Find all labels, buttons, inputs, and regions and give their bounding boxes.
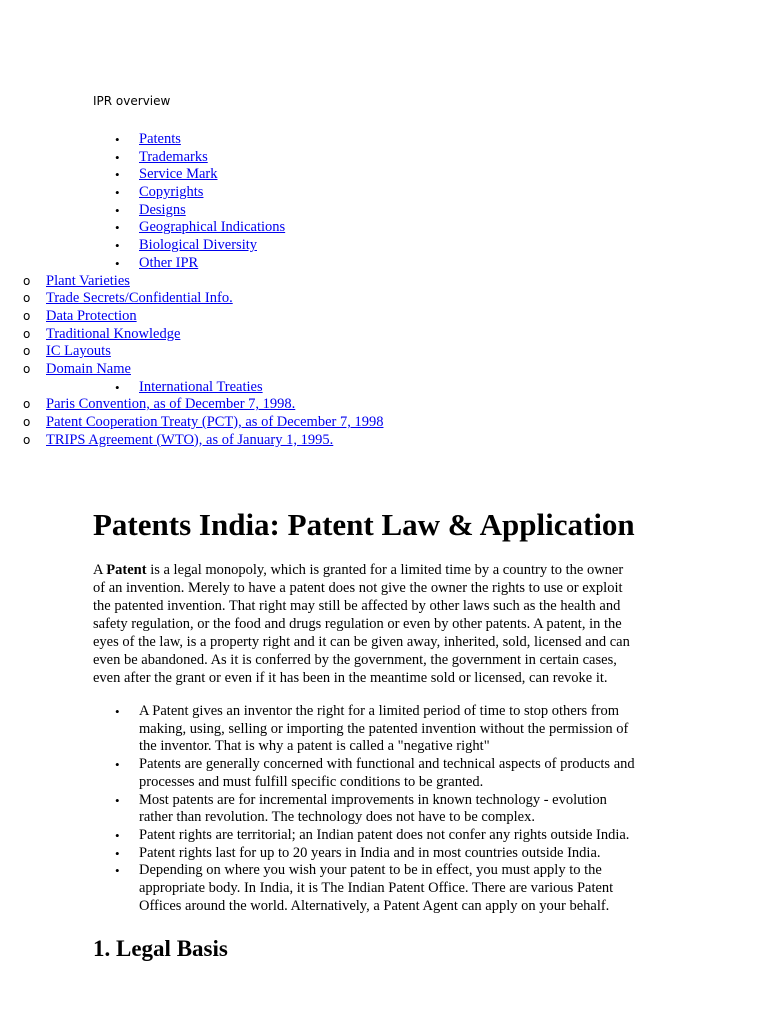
sub-link-paris-convention[interactable]: Paris Convention, as of December 7, 1998. (46, 396, 296, 413)
nav-link-geographical-indications[interactable]: Geographical Indications (139, 219, 286, 236)
intro-line: the patented invention. That right may still be affected by other laws such as the health and (93, 598, 621, 614)
sub-item-plant-varieties: o Plant Varieties (23, 272, 130, 289)
nav-item-trademarks: • Trademarks (115, 148, 208, 165)
fact-item: • Most patents are for incremental improvements in known technology - evolution rather than revolution. The technology does not have to be complex. (115, 791, 607, 826)
sub-item-trade-secrets: o Trade Secrets/Confidential Info. (23, 290, 233, 307)
nav-link-other-ipr[interactable]: Other IPR (139, 254, 199, 271)
nav-link-service-mark[interactable]: Service Mark (139, 166, 218, 183)
page-title: Patents India: Patent Law & Application (93, 507, 635, 542)
sub-item-pct: o Patent Cooperation Treaty (PCT), as of December 7, 1998 (23, 414, 384, 430)
intro-line: even be abandoned. As it is conferred by the government, the government in certain cases, (93, 652, 617, 668)
sub-item-traditional-knowledge: o Traditional Knowledge (23, 325, 181, 342)
section-heading-legal-basis: 1. Legal Basis (93, 936, 228, 961)
patent-facts-list (0, 703, 768, 915)
sub-link-data-protection[interactable]: Data Protection (46, 307, 137, 324)
intro-line: eyes of the law, is a property right and it can be given away, inherited, sold, licensed and can (93, 634, 630, 650)
patent-term: Patent (106, 562, 147, 578)
fact-item: • Patent rights last for up to 20 years in India and in most countries outside India. (115, 844, 601, 861)
sub-link-trade-secrets[interactable]: Trade Secrets/Confidential Info. (46, 290, 233, 307)
ipr-overview-label: IPR overview (93, 94, 171, 108)
fact-item: • Depending on where you wish your patent to be in effect, you must apply to the appropriate body. In India, it is The Indian Patent Office. There are various Patent Offices around the world. Alternatively, a Patent Agent can apply on your behalf. (115, 862, 614, 914)
sub-item-paris-convention: o Paris Convention, as of December 7, 1998. (23, 396, 296, 413)
intro-line: of an invention. Merely to have a patent does not give the owner the rights to use or exploit (93, 580, 623, 596)
nav-item-geographical-indications: • Geographical Indications (115, 219, 286, 236)
sub-item-domain-name: o Domain Name (23, 360, 131, 377)
sub-link-trips[interactable]: TRIPS Agreement (WTO), as of January 1, 1995. (46, 431, 334, 448)
sub-link-pct[interactable]: Patent Cooperation Treaty (PCT), as of December 7, 1998 (46, 414, 384, 430)
nav-item-biological-diversity: • Biological Diversity (115, 237, 257, 254)
sub-link-plant-varieties[interactable]: Plant Varieties (46, 272, 130, 289)
sub-link-domain-name[interactable]: Domain Name (46, 360, 131, 377)
intro-line: even after the grant or even if it has been in the meantime sold or licensed, can revoke it. (93, 670, 608, 686)
nav-link-designs[interactable]: Designs (139, 201, 186, 218)
nav-item-patents: • Patents (115, 131, 181, 147)
intro-line-1: A Patent is a legal monopoly, which is granted for a limited time by a country to the owner (93, 562, 624, 578)
nav-link-copyrights[interactable]: Copyrights (139, 184, 204, 201)
nav-item-designs: • Designs (115, 201, 186, 218)
fact-item: • A Patent gives an inventor the right for a limited period of time to stop others from making, using, selling or importing the patented invention without the permission of the inventor. That is why a patent is called a "negative right" (115, 703, 629, 755)
sub-link-traditional-knowledge[interactable]: Traditional Knowledge (46, 325, 181, 342)
sub-link-ic-layouts[interactable]: IC Layouts (46, 343, 111, 360)
nav-link-trademarks[interactable]: Trademarks (139, 148, 208, 165)
nav-link-biological-diversity[interactable]: Biological Diversity (139, 237, 257, 254)
fact-item: • Patent rights are territorial; an Indian patent does not confer any rights outside India. (115, 826, 630, 843)
ipr-nav-list (0, 131, 768, 449)
nav-item-copyrights: • Copyrights (115, 184, 204, 201)
nav-item-service-mark: • Service Mark (115, 166, 218, 183)
sub-item-data-protection: o Data Protection (23, 307, 137, 324)
sub-item-ic-layouts: o IC Layouts (23, 343, 111, 360)
sub-item-trips: o TRIPS Agreement (WTO), as of January 1, 1995. (23, 431, 334, 448)
fact-item: • Patents are generally concerned with functional and technical aspects of products and processes and must fulfill specific conditions to be granted. (115, 756, 635, 790)
intro-line: safety regulation, or the food and drugs regulation or even by other patents. A patent, in the (93, 616, 622, 632)
intro-paragraph (93, 561, 683, 687)
nav-item-international-treaties: • International Treaties (115, 378, 263, 395)
nav-item-other-ipr: • Other IPR (115, 254, 199, 271)
nav-link-international-treaties[interactable]: International Treaties (139, 378, 263, 395)
nav-link-patents[interactable]: Patents (139, 131, 181, 147)
